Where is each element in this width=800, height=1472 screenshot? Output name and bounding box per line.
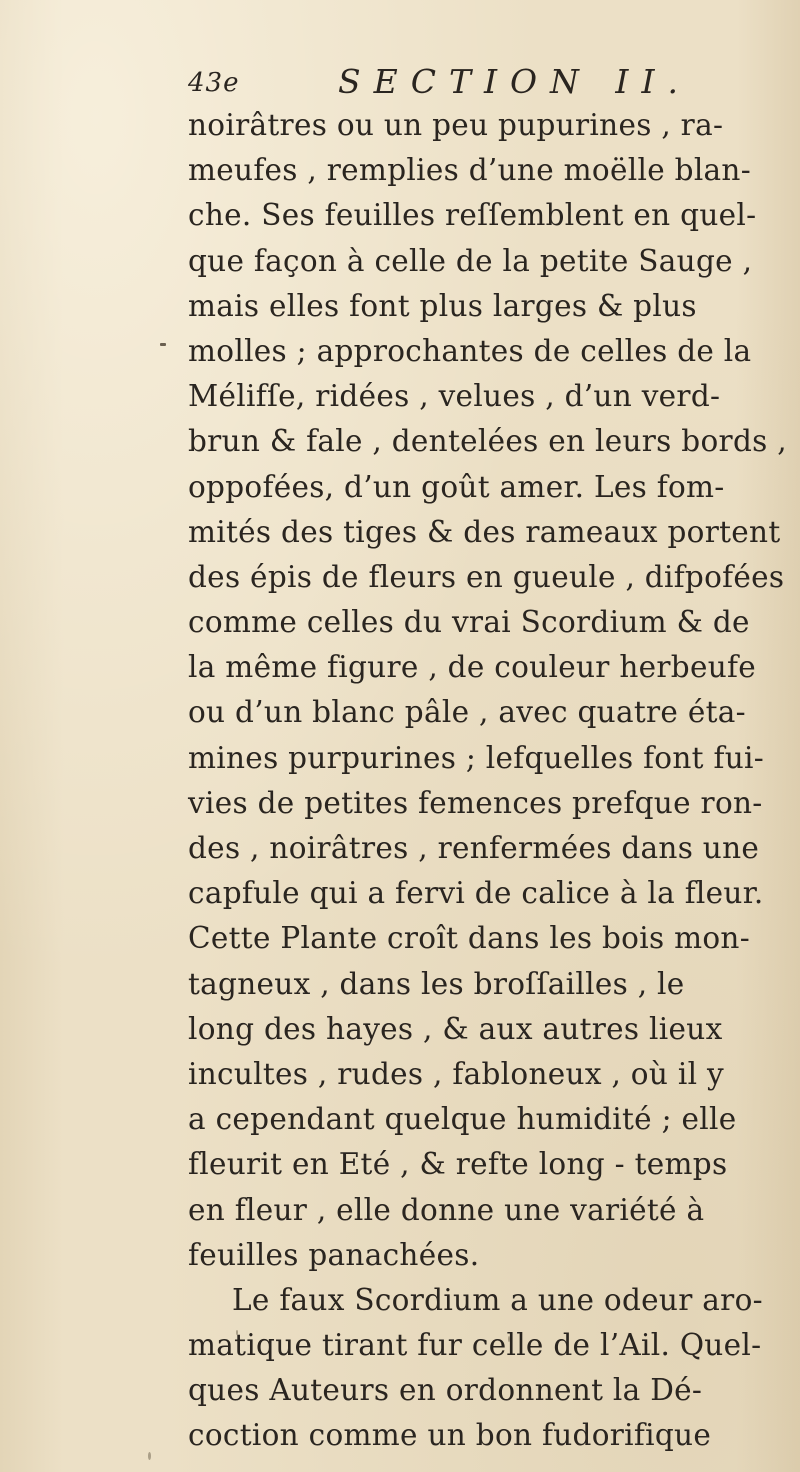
text-line: capfule qui a fervi de calice à la fleur. <box>188 876 764 911</box>
margin-mark <box>160 343 166 346</box>
text-line: Le faux Scordium a une odeur aro- <box>232 1282 763 1317</box>
text-line: des épis de fleurs en gueule , difpofées <box>188 559 785 594</box>
running-head <box>188 62 708 102</box>
paper-speck <box>508 1336 510 1342</box>
text-line: noirâtres ou un peu pupurines , ra- <box>188 108 724 142</box>
text-line: meufes , remplies d’une moëlle blan- <box>188 153 752 188</box>
text-line: Cette Plante croît dans les bois mon- <box>188 921 750 956</box>
text-line: vies de petites femences prefque ron- <box>188 785 763 820</box>
text-line: en fleur , elle donne une variété à <box>188 1192 705 1227</box>
text-line: oppofées, d’un goût amer. Les fom- <box>188 469 725 504</box>
text-line: a cependant quelque humidité ; elle <box>188 1102 737 1137</box>
text-line: comme celles du vrai Scordium & de <box>188 605 750 640</box>
section-title: SECTION II. <box>338 62 691 101</box>
text-line: Mélifſe, ridées , velues , d’un verd- <box>188 379 721 414</box>
body-text <box>188 103 796 1459</box>
page-number: 43e <box>188 68 240 98</box>
text-line: feuilles panachées. <box>188 1237 480 1272</box>
text-line: ou d’un blanc pâle , avec quatre éta- <box>188 695 746 730</box>
text-line: des , noirâtres , renfermées dans une <box>188 831 760 865</box>
text-line: long des hayes , & aux autres lieux <box>188 1011 723 1046</box>
text-line: que façon à celle de la petite Sauge , <box>188 243 753 278</box>
paper-speck <box>148 1452 151 1460</box>
text-line: incultes , rudes , fabloneux , où il y <box>188 1056 724 1091</box>
text-line: che. Ses feuilles reſſemblent en quel- <box>188 198 757 233</box>
paper-speck <box>236 1330 238 1335</box>
text-line: mais elles font plus larges & plus <box>188 288 697 323</box>
text-line: mités des tiges & des rameaux portent <box>188 514 781 549</box>
text-line: la même figure , de couleur herbeufe <box>188 650 757 685</box>
text-line: fleurit en Eté , & refte long - temps <box>188 1147 728 1182</box>
text-line: ques Auteurs en ordonnent la Dé- <box>188 1373 703 1408</box>
text-line: matique tirant fur celle de l’Ail. Quel- <box>188 1328 762 1363</box>
text-line: tagneux , dans les broſſailles , le <box>188 966 685 1001</box>
text-line: molles ; approchantes de celles de la <box>188 333 752 368</box>
text-line: coction comme un bon fudorifique <box>188 1418 712 1453</box>
text-line: mines purpurines ; lefquelles font fui- <box>188 740 765 775</box>
text-line: brun & fale , dentelées en leurs bords , <box>188 424 787 459</box>
